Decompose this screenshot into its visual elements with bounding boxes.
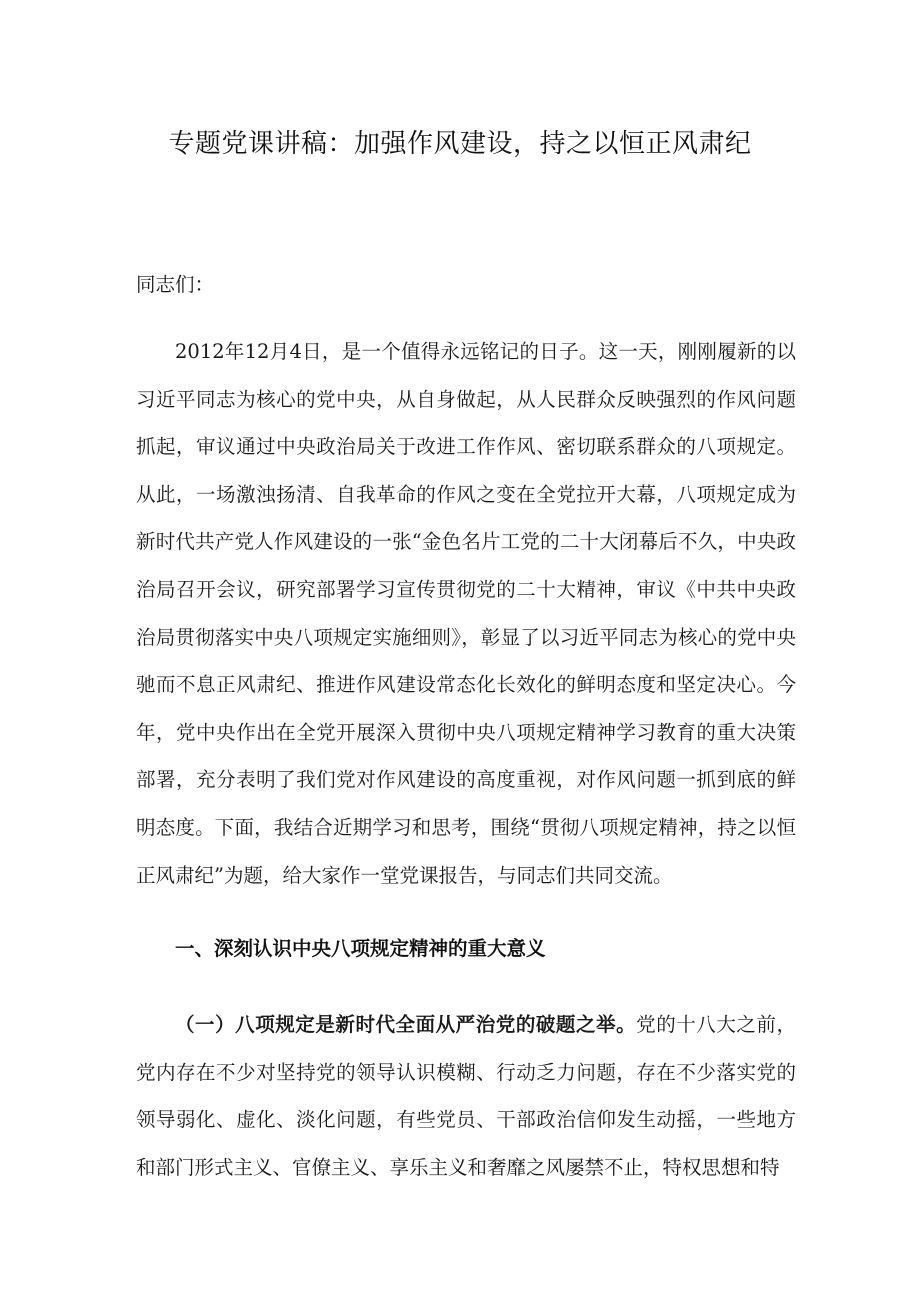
paragraph-body-text: 党的十八大之前，党内存在不少对坚持党的领导认识模糊、行动乏力问题，存在不少落实党的领导弱化、虚化、淡化问题，有些党员、干部政治信仰发生动摇，一些地方和部门形式主义、官僚主义、享乐主义和奢靡之风屡禁不止，特权思想和特 <box>136 1013 796 1179</box>
section-heading-1: 一、深刻认识中央八项规定精神的重大意义 <box>175 937 546 960</box>
salutation: 同志们： <box>136 273 215 296</box>
document-title: 专题党课讲稿：加强作风建设，持之以恒正风肃纪 <box>168 129 752 159</box>
paragraph-section-1-1 <box>136 1001 796 1191</box>
paragraph-lead-sentence: （一）八项规定是新时代全面从严治党的破题之举。 <box>175 1013 637 1036</box>
paragraph-intro: 2012年12月4日，是一个值得永远铭记的日子。这一天，刚刚履新的以习近平同志为核心的党中央，从自身做起，从人民群众反映强烈的作风问题抓起，审议通过中央政治局关于改进工作作风、密切联系群众的八项规定。从此，一场激浊扬清、自我革命的作风之变在全党拉开大幕，八项规定成为新时代共产党人作风建设的一张“金色名片工党的二十大闭幕后不久，中央政治局召开会议，研究部署学习宣传贯彻党的二十大精神，审议《中共中央政治局贯彻落实中央八项规定实施细则》，彰显了以习近平同志为核心的党中央驰而不息正风肃纪、推进作风建设常态化长效化的鲜明态度和坚定决心。今年，党中央作出在全党开展深入贯彻中央八项规定精神学习教育的重大决策部署，充分表明了我们党对作风建设的高度重视，对作风问题一抓到底的鲜明态度。下面，我结合近期学习和思考，围绕“贯彻八项规定精神，持之以恒正风肃纪”为题，给大家作一堂党课报告，与同志们共同交流。 <box>136 340 796 887</box>
